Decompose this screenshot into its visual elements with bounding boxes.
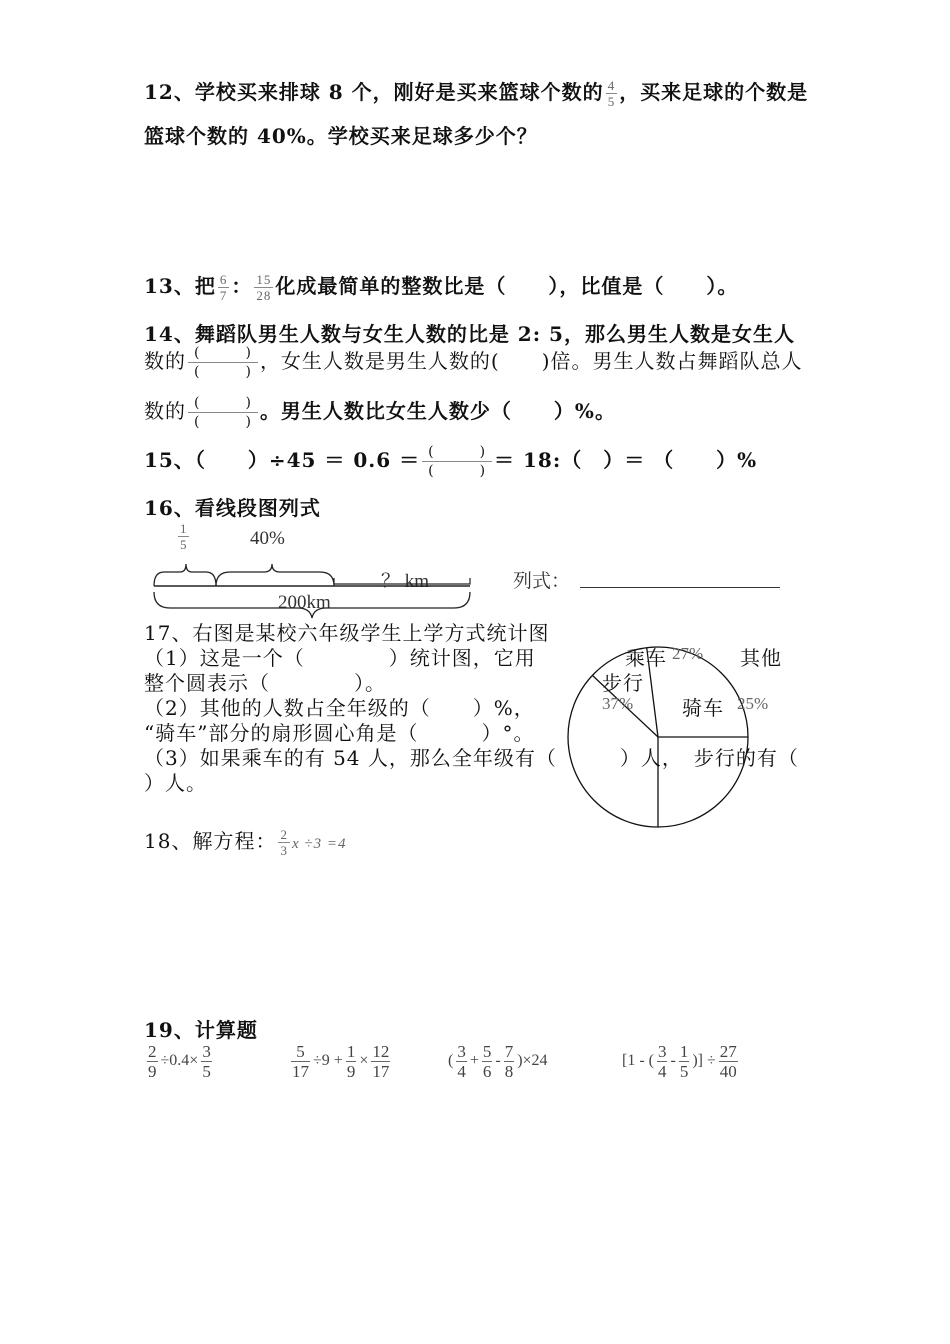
q14-line1: 14、舞蹈队男生人数与女生人数的比是 2: 5，那么男生人数是女生人 <box>144 322 795 346</box>
pie-pct-bike: 25% <box>737 694 769 713</box>
brace-forty-percent <box>216 564 334 586</box>
q16-formula-label: 列式： <box>513 570 571 592</box>
q14-line3 <box>144 394 616 431</box>
pie-label-walk: 步行 <box>602 671 644 695</box>
q17-line2: （1）这是一个（ ）统计图，它用 <box>144 646 536 670</box>
pie-label-other: 其他 <box>740 646 782 670</box>
q19-expr-4: [1 - ( $\frac{3}{4}$ - $\frac{1}{5}$ )] ÷ $\frac{27}{40}$ <box>622 1042 737 1081</box>
q13-fraction-1: $\frac{6}{7}$ <box>219 272 228 303</box>
brace-one-fifth <box>154 564 216 586</box>
q14-line3-a: 数的 <box>144 399 186 423</box>
q16-total: 200km <box>278 592 331 613</box>
q15-line <box>144 443 757 480</box>
q19-expr-3: ( $\frac{3}{4}$ + $\frac{5}{6}$ - $\frac{7}{8}$ )×24 <box>448 1042 548 1081</box>
q13-line <box>144 270 738 303</box>
q17-pie-chart <box>560 645 760 830</box>
q12-line2: 篮球个数的 40%。学校买来足球多少个？ <box>144 124 538 148</box>
q18-fraction: $\frac{2}{3}$ <box>280 827 288 858</box>
q14-line2 <box>144 344 803 381</box>
q18-line <box>144 825 346 858</box>
q19-expr-1: $\frac{2}{9}$ ÷0.4× $\frac{3}{5}$ <box>148 1042 211 1081</box>
q17-line6: （3）如果乘车的有 54 人，那么全年级有（ ）人， 步行的有（ <box>144 746 799 770</box>
pie-pct-walk: 37% <box>602 694 634 713</box>
q16-fraction: $\frac{1}{5}$ <box>180 521 187 552</box>
q16-answer-line[interactable] <box>580 587 780 588</box>
q18-equation-rest: x ÷3 =4 <box>291 836 347 852</box>
q17-line3: 整个圆表示（ ）。 <box>144 671 386 695</box>
q14-line2-b: ，女生人数是男生人数的( )倍。男生人数占舞蹈队总人 <box>259 349 803 373</box>
q17-line5: “骑车”部分的扇形圆心角是（ ）°。 <box>144 721 535 745</box>
q17-line1: 17、右图是某校六年级学生上学方式统计图 <box>144 621 550 645</box>
q17-line4: （2）其他的人数占全年级的（ ）%， <box>144 696 535 720</box>
q13-prefix: 13、把 <box>144 274 216 298</box>
pie-pct-bus: 27% <box>672 644 704 663</box>
q19-title: 19、计算题 <box>144 1018 258 1042</box>
q14-line2-a: 数的 <box>144 349 186 373</box>
q18-title: 18、解方程： <box>144 829 277 853</box>
q12-text-b: ，买来足球的个数是 <box>619 80 809 104</box>
q13-colon: ： <box>231 274 253 298</box>
pie-label-bike: 骑车 <box>682 696 724 720</box>
q12-line1 <box>144 76 808 109</box>
pie-label-bus: 乘车 <box>625 646 667 670</box>
q13-fraction-2: $\frac{15}{28}$ <box>256 272 272 303</box>
bracket-unknown <box>334 578 470 584</box>
brace-total <box>154 592 470 618</box>
q12-fraction: $\frac{4}{5}$ <box>607 78 616 109</box>
q14-line3-b: 。男生人数比女生人数少（ ）%。 <box>259 399 616 423</box>
q16-percent: 40% <box>250 528 285 549</box>
q15-a: 15、（ ）÷45 ＝ 0.6 ＝ <box>144 448 421 472</box>
q15-blank-fraction: ( ) ( ) <box>422 443 492 480</box>
q13-suffix: 化成最简单的整数比是（ ），比值是（ ）。 <box>275 274 739 298</box>
q15-b: ＝ 18:（ ）＝ （ ）% <box>494 448 758 472</box>
q19-expr-2: $\frac{5}{17}$ ÷9 + $\frac{1}{9}$ × $\frac{12}{17}$ <box>292 1042 390 1081</box>
q14-blank-fraction-1: ( ) ( ) <box>188 344 258 381</box>
q17-line7: ）人。 <box>144 771 207 795</box>
q12-text-a: 12、学校买来排球 8 个，刚好是买来篮球个数的 <box>144 80 604 104</box>
q16-title: 16、看线段图列式 <box>144 496 321 520</box>
q16-line-diagram <box>148 560 478 620</box>
q14-blank-fraction-2: ( ) ( ) <box>188 394 258 431</box>
q16-unknown: ？ km <box>381 571 430 592</box>
